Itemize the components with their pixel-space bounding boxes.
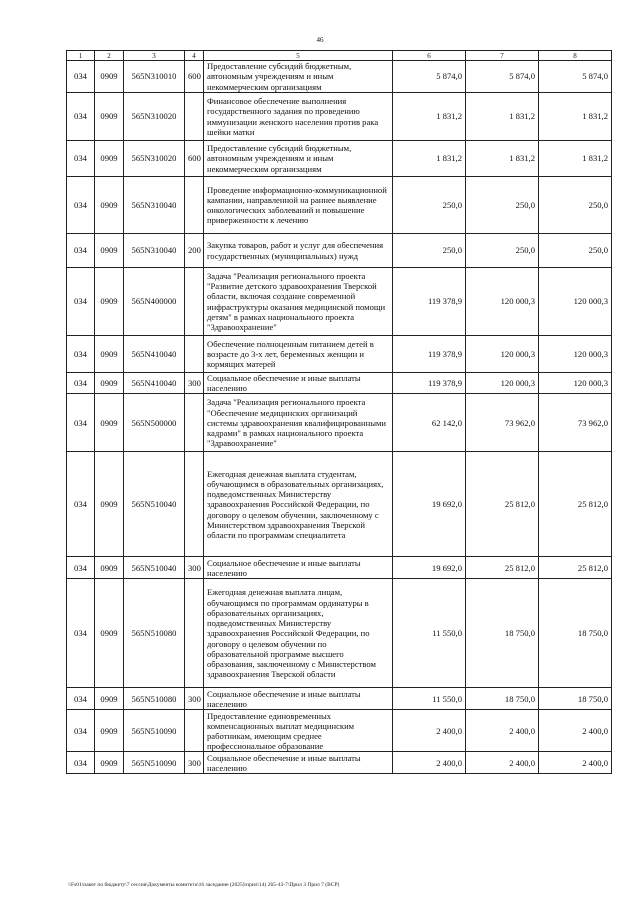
cell-section-code: 0909 xyxy=(95,394,124,452)
table-row xyxy=(67,394,612,452)
table-row xyxy=(67,61,612,93)
table-row xyxy=(67,268,612,336)
cell-ministry-code: 034 xyxy=(67,752,95,774)
cell-section-code: 0909 xyxy=(95,752,124,774)
cell-target-code: 565N510040 xyxy=(124,452,185,557)
cell-section-code: 0909 xyxy=(95,710,124,752)
cell-amount-col6: 119 378,9 xyxy=(393,336,466,373)
cell-amount-col6: 19 692,0 xyxy=(393,452,466,557)
cell-amount-col7: 18 750,0 xyxy=(466,579,539,688)
cell-amount-col6: 2 400,0 xyxy=(393,710,466,752)
cell-ministry-code: 034 xyxy=(67,268,95,336)
column-header: 5 xyxy=(204,51,393,61)
cell-amount-col6: 119 378,9 xyxy=(393,373,466,394)
cell-target-code: 565N310040 xyxy=(124,177,185,234)
cell-expense-type: 600 xyxy=(185,141,204,177)
cell-description: Закупка товаров, работ и услуг для обеспечения государственных (муниципальных) нужд xyxy=(204,234,393,268)
cell-expense-type xyxy=(185,579,204,688)
cell-section-code: 0909 xyxy=(95,234,124,268)
cell-expense-type: 300 xyxy=(185,752,204,774)
budget-table xyxy=(66,50,612,774)
cell-ministry-code: 034 xyxy=(67,177,95,234)
cell-target-code: 565N510090 xyxy=(124,752,185,774)
cell-description: Предоставление субсидий бюджетным, автономным учреждениям и иным некоммерческим организациям xyxy=(204,61,393,93)
cell-amount-col6: 11 550,0 xyxy=(393,579,466,688)
table-row xyxy=(67,177,612,234)
cell-description: Ежегодная денежная выплата лицам, обучающимся по программам ординатуры в образовательных организациях, подведомственных Министерству здравоохранения Российской Федерации, по договору о целевом обучении по образовательной программе высшего образования, заключенному с Министерством здравоохранения Тверской области xyxy=(204,579,393,688)
cell-expense-type xyxy=(185,452,204,557)
table-row xyxy=(67,557,612,579)
cell-amount-col8: 250,0 xyxy=(539,234,612,268)
cell-amount-col8: 1 831,2 xyxy=(539,141,612,177)
cell-target-code: 565N310040 xyxy=(124,234,185,268)
page-number: 46 xyxy=(316,36,324,44)
cell-amount-col7: 5 874,0 xyxy=(466,61,539,93)
cell-amount-col7: 250,0 xyxy=(466,177,539,234)
cell-description: Задача "Реализация регионального проекта "Развитие детского здравоохранения Тверской области, включая создание современной инфраструктуры оказания медицинской помощи детям" в рамках национального проекта "Здравоохранение" xyxy=(204,268,393,336)
cell-amount-col6: 2 400,0 xyxy=(393,752,466,774)
cell-amount-col7: 25 812,0 xyxy=(466,452,539,557)
cell-amount-col6: 250,0 xyxy=(393,177,466,234)
cell-ministry-code: 034 xyxy=(67,141,95,177)
table-row xyxy=(67,336,612,373)
column-number-row xyxy=(67,51,612,61)
cell-description: Проведение информационно-коммуникационной кампании, направленной на раннее выявление онкологических заболеваний и повышение приверженности к лечению xyxy=(204,177,393,234)
cell-amount-col8: 120 000,3 xyxy=(539,373,612,394)
cell-amount-col8: 120 000,3 xyxy=(539,268,612,336)
cell-target-code: 565N510080 xyxy=(124,579,185,688)
cell-target-code: 565N410040 xyxy=(124,373,185,394)
cell-amount-col7: 2 400,0 xyxy=(466,710,539,752)
cell-expense-type: 300 xyxy=(185,688,204,710)
cell-section-code: 0909 xyxy=(95,268,124,336)
cell-section-code: 0909 xyxy=(95,61,124,93)
cell-target-code: 565N500000 xyxy=(124,394,185,452)
column-header: 6 xyxy=(393,51,466,61)
cell-amount-col8: 2 400,0 xyxy=(539,710,612,752)
cell-target-code: 565N510040 xyxy=(124,557,185,579)
cell-section-code: 0909 xyxy=(95,688,124,710)
cell-amount-col7: 120 000,3 xyxy=(466,373,539,394)
cell-expense-type: 300 xyxy=(185,373,204,394)
cell-expense-type: 600 xyxy=(185,61,204,93)
cell-amount-col6: 11 550,0 xyxy=(393,688,466,710)
column-header: 4 xyxy=(185,51,204,61)
cell-description: Социальное обеспечение и иные выплаты населению xyxy=(204,373,393,394)
column-header: 8 xyxy=(539,51,612,61)
cell-expense-type: 300 xyxy=(185,557,204,579)
cell-amount-col8: 2 400,0 xyxy=(539,752,612,774)
cell-expense-type xyxy=(185,394,204,452)
cell-target-code: 565N310020 xyxy=(124,93,185,141)
cell-ministry-code: 034 xyxy=(67,61,95,93)
table-row xyxy=(67,234,612,268)
cell-ministry-code: 034 xyxy=(67,93,95,141)
cell-description: Финансовое обеспечение выполнения государственного задания по проведению иммунизации женского населения против рака шейки матки xyxy=(204,93,393,141)
cell-target-code: 565N400000 xyxy=(124,268,185,336)
cell-section-code: 0909 xyxy=(95,557,124,579)
cell-description: Социальное обеспечение и иные выплаты населению xyxy=(204,557,393,579)
cell-amount-col7: 25 812,0 xyxy=(466,557,539,579)
cell-amount-col6: 1 831,2 xyxy=(393,93,466,141)
cell-target-code: 565N310010 xyxy=(124,61,185,93)
cell-amount-col8: 25 812,0 xyxy=(539,452,612,557)
cell-amount-col7: 2 400,0 xyxy=(466,752,539,774)
cell-ministry-code: 034 xyxy=(67,688,95,710)
cell-amount-col8: 1 831,2 xyxy=(539,93,612,141)
cell-ministry-code: 034 xyxy=(67,394,95,452)
cell-amount-col7: 120 000,3 xyxy=(466,336,539,373)
table-row xyxy=(67,93,612,141)
cell-amount-col8: 120 000,3 xyxy=(539,336,612,373)
cell-description: Задача "Реализация регионального проекта "Обеспечение медицинских организаций системы здравоохранения квалифицированными кадрами" в рамках национального проекта "Здравоохранение" xyxy=(204,394,393,452)
cell-description: Предоставление субсидий бюджетным, автономным учреждениям и иным некоммерческим организациям xyxy=(204,141,393,177)
column-header: 7 xyxy=(466,51,539,61)
cell-ministry-code: 034 xyxy=(67,557,95,579)
cell-ministry-code: 034 xyxy=(67,373,95,394)
cell-amount-col7: 73 962,0 xyxy=(466,394,539,452)
cell-description: Ежегодная денежная выплата студентам, обучающимся в образовательных организациях, подведомственных Министерству здравоохранения Российской Федерации, по договору о целевом обучении, заключенному с Министерством здравоохранения Тверской области по программам специалитета xyxy=(204,452,393,557)
cell-target-code: 565N310020 xyxy=(124,141,185,177)
cell-amount-col7: 18 750,0 xyxy=(466,688,539,710)
cell-amount-col8: 18 750,0 xyxy=(539,688,612,710)
cell-amount-col8: 25 812,0 xyxy=(539,557,612,579)
cell-amount-col6: 119 378,9 xyxy=(393,268,466,336)
cell-amount-col6: 19 692,0 xyxy=(393,557,466,579)
cell-amount-col7: 120 000,3 xyxy=(466,268,539,336)
cell-ministry-code: 034 xyxy=(67,710,95,752)
column-header: 1 xyxy=(67,51,95,61)
cell-amount-col8: 18 750,0 xyxy=(539,579,612,688)
cell-amount-col6: 250,0 xyxy=(393,234,466,268)
cell-amount-col8: 250,0 xyxy=(539,177,612,234)
cell-expense-type xyxy=(185,93,204,141)
cell-target-code: 565N410040 xyxy=(124,336,185,373)
column-header: 2 xyxy=(95,51,124,61)
cell-section-code: 0909 xyxy=(95,141,124,177)
cell-section-code: 0909 xyxy=(95,93,124,141)
cell-expense-type xyxy=(185,268,204,336)
table-row xyxy=(67,710,612,752)
cell-target-code: 565N510080 xyxy=(124,688,185,710)
table-row xyxy=(67,373,612,394)
cell-section-code: 0909 xyxy=(95,177,124,234)
cell-expense-type xyxy=(185,177,204,234)
cell-expense-type: 200 xyxy=(185,234,204,268)
cell-ministry-code: 034 xyxy=(67,579,95,688)
cell-ministry-code: 034 xyxy=(67,336,95,373)
cell-description: Социальное обеспечение и иные выплаты населению xyxy=(204,688,393,710)
cell-description: Обеспечение полноценным питанием детей в возрасте до 3-х лет, беременных женщин и кормящих матерей xyxy=(204,336,393,373)
cell-description: Социальное обеспечение и иные выплаты населению xyxy=(204,752,393,774)
file-path-footer: \\Fs01\пакет по бюджету\7 сессия\Документы комитета\16 заседание (2025)\прил\14) 265-43-7\Прил 3 Прил 7 (ВСР) xyxy=(68,882,340,888)
cell-section-code: 0909 xyxy=(95,336,124,373)
cell-amount-col7: 1 831,2 xyxy=(466,141,539,177)
cell-amount-col7: 250,0 xyxy=(466,234,539,268)
cell-amount-col6: 5 874,0 xyxy=(393,61,466,93)
cell-expense-type xyxy=(185,336,204,373)
cell-ministry-code: 034 xyxy=(67,234,95,268)
column-header: 3 xyxy=(124,51,185,61)
table-row xyxy=(67,688,612,710)
cell-section-code: 0909 xyxy=(95,452,124,557)
table-row xyxy=(67,452,612,557)
cell-amount-col6: 62 142,0 xyxy=(393,394,466,452)
cell-amount-col8: 73 962,0 xyxy=(539,394,612,452)
cell-amount-col6: 1 831,2 xyxy=(393,141,466,177)
cell-description: Предоставление единовременных компенсационных выплат медицинским работникам, имеющим среднее профессиональное образование xyxy=(204,710,393,752)
table-row xyxy=(67,579,612,688)
table-row xyxy=(67,141,612,177)
cell-target-code: 565N510090 xyxy=(124,710,185,752)
cell-expense-type xyxy=(185,710,204,752)
cell-section-code: 0909 xyxy=(95,579,124,688)
cell-ministry-code: 034 xyxy=(67,452,95,557)
table-row xyxy=(67,752,612,774)
cell-amount-col7: 1 831,2 xyxy=(466,93,539,141)
cell-section-code: 0909 xyxy=(95,373,124,394)
cell-amount-col8: 5 874,0 xyxy=(539,61,612,93)
